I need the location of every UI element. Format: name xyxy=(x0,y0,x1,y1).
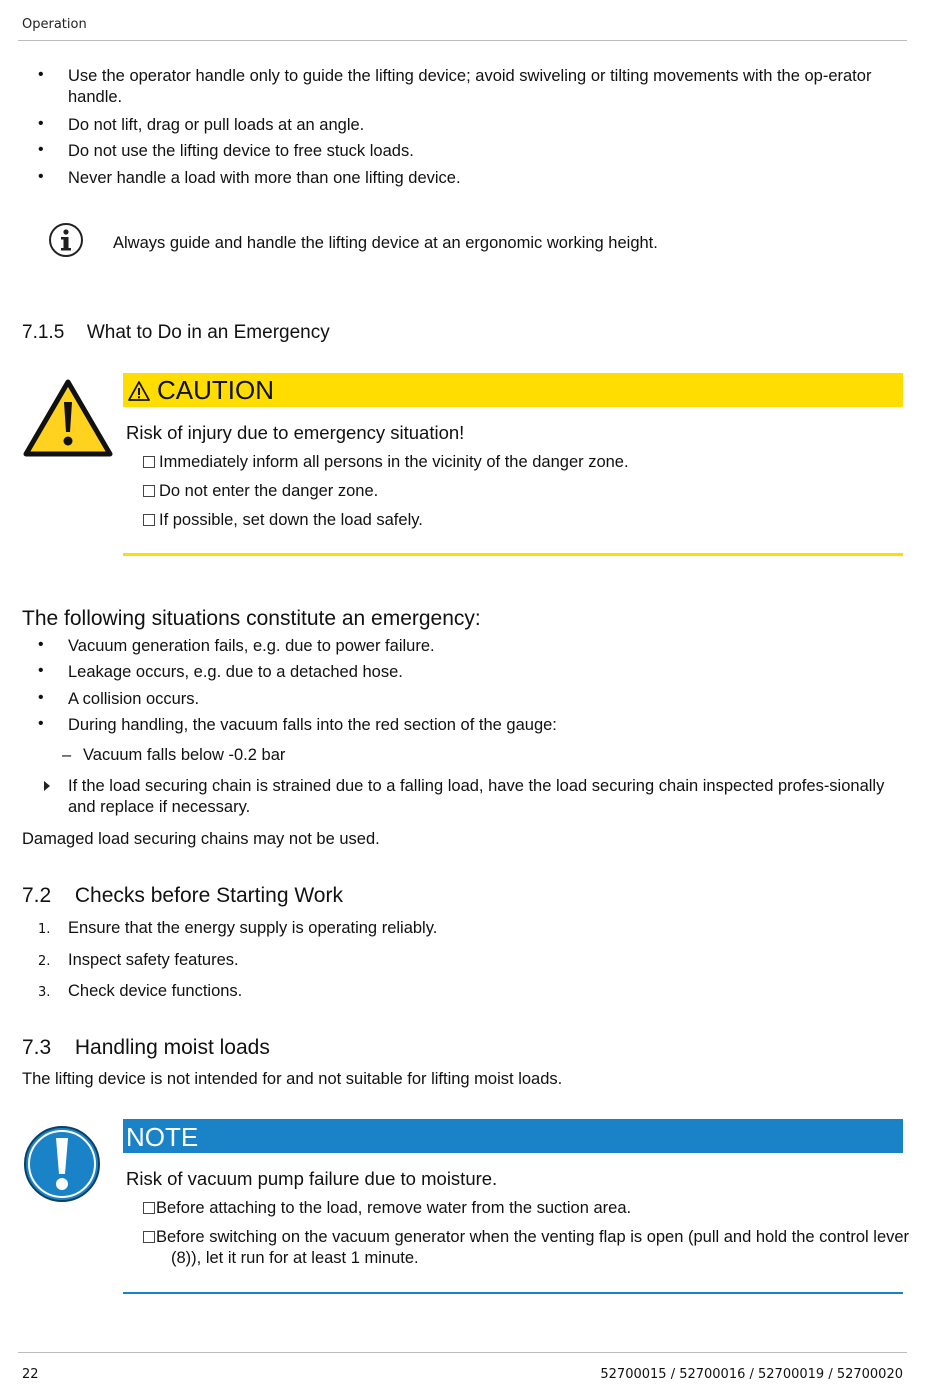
note-headline: Risk of vacuum pump failure due to moisture. xyxy=(126,1168,498,1189)
step-text: Inspect safety features. xyxy=(68,951,239,969)
page-number: 22 xyxy=(22,1367,39,1382)
caution-item-text: Immediately inform all persons in the vicinity of the danger zone. xyxy=(159,453,629,471)
section-number: 7.1.5 xyxy=(22,322,65,343)
sub-list-item: Vacuum falls below -0.2 bar xyxy=(83,746,286,764)
step-text: Ensure that the energy supply is operating reliably. xyxy=(68,919,438,937)
info-note-text: Always guide and handle the lifting device at an ergonomic working height. xyxy=(113,234,658,252)
footer-rule xyxy=(18,1352,907,1353)
document-numbers: 52700015 / 52700016 / 52700019 / 52700020 xyxy=(600,1367,903,1382)
checkbox-glyph xyxy=(143,514,155,526)
caution-item xyxy=(143,452,629,473)
checkbox-glyph xyxy=(143,456,155,468)
checkbox-glyph xyxy=(143,1202,155,1214)
section-heading-73 xyxy=(22,1036,270,1060)
note-item xyxy=(143,1198,631,1219)
caution-small-triangle-icon xyxy=(127,380,151,402)
checkbox-glyph xyxy=(143,1231,155,1243)
section-number: 7.2 xyxy=(22,884,52,907)
note-bottom-rule xyxy=(123,1292,903,1294)
caution-label: CAUTION xyxy=(157,375,274,405)
header-rule xyxy=(18,40,907,41)
list-item: A collision occurs. xyxy=(68,690,200,708)
caution-item xyxy=(143,481,378,502)
step-number: 3. xyxy=(38,985,51,1000)
list-item: Vacuum generation fails, e.g. due to power failure. xyxy=(68,637,435,655)
note-item xyxy=(143,1227,911,1269)
running-header: Operation xyxy=(22,17,87,32)
action-arrow-icon xyxy=(42,780,52,792)
action-item: If the load securing chain is strained due to a falling load, have the load securing chain inspected profes-sionally and replace if necessary. xyxy=(68,777,885,816)
note-label: NOTE xyxy=(126,1122,199,1152)
caution-item xyxy=(143,510,423,531)
list-item: During handling, the vacuum falls into the red section of the gauge: xyxy=(68,716,557,734)
list-item: Do not use the lifting device to free stuck loads. xyxy=(68,142,414,160)
section-number: 7.3 xyxy=(22,1036,52,1059)
note-banner xyxy=(123,1119,903,1153)
list-item: Leakage occurs, e.g. due to a detached hose. xyxy=(68,663,403,681)
step-text: Check device functions. xyxy=(68,982,243,1000)
list-item: Use the operator handle only to guide the lifting device; avoid swiveling or tilting movements with the op-erator handle. xyxy=(68,67,872,106)
caution-item-text: Do not enter the danger zone. xyxy=(159,482,379,500)
bullet-marker: • xyxy=(38,689,44,706)
caution-bottom-rule xyxy=(123,553,903,556)
bullet-marker: • xyxy=(38,636,44,653)
section-title: What to Do in an Emergency xyxy=(86,322,330,343)
checkbox-glyph xyxy=(143,485,155,497)
bullet-marker: • xyxy=(38,662,44,679)
bullet-marker: • xyxy=(38,141,44,158)
step-number: 2. xyxy=(38,954,51,969)
note-item-text: Before attaching to the load, remove water from the suction area. xyxy=(156,1199,632,1217)
section-heading-72 xyxy=(22,884,343,908)
note-item-text: Before switching on the vacuum generator when the venting flap is open (pull and hold the control lever (8)), let it run for at least 1 minute. xyxy=(156,1228,910,1267)
bullet-marker: • xyxy=(38,115,44,132)
exclamation-circle-icon xyxy=(22,1124,102,1204)
bullet-marker: • xyxy=(38,168,44,185)
list-item: Never handle a load with more than one lifting device. xyxy=(68,169,461,187)
bullet-marker: • xyxy=(38,66,44,83)
section-title: Checks before Starting Work xyxy=(74,884,343,907)
section-intro: The lifting device is not intended for and not suitable for lifting moist loads. xyxy=(22,1070,563,1088)
step-number: 1. xyxy=(38,922,51,937)
info-icon xyxy=(48,222,84,258)
bullet-marker: • xyxy=(38,715,44,732)
caution-item-text: If possible, set down the load safely. xyxy=(159,511,423,529)
closing-text: Damaged load securing chains may not be used. xyxy=(22,830,380,848)
caution-headline: Risk of injury due to emergency situation! xyxy=(126,422,465,443)
dash-marker: – xyxy=(62,746,72,764)
section-heading-715 xyxy=(22,322,330,344)
list-item: Do not lift, drag or pull loads at an angle. xyxy=(68,116,365,134)
section-title: Handling moist loads xyxy=(74,1036,270,1059)
warning-triangle-icon xyxy=(22,378,114,458)
emergency-heading: The following situations constitute an emergency: xyxy=(22,607,481,630)
